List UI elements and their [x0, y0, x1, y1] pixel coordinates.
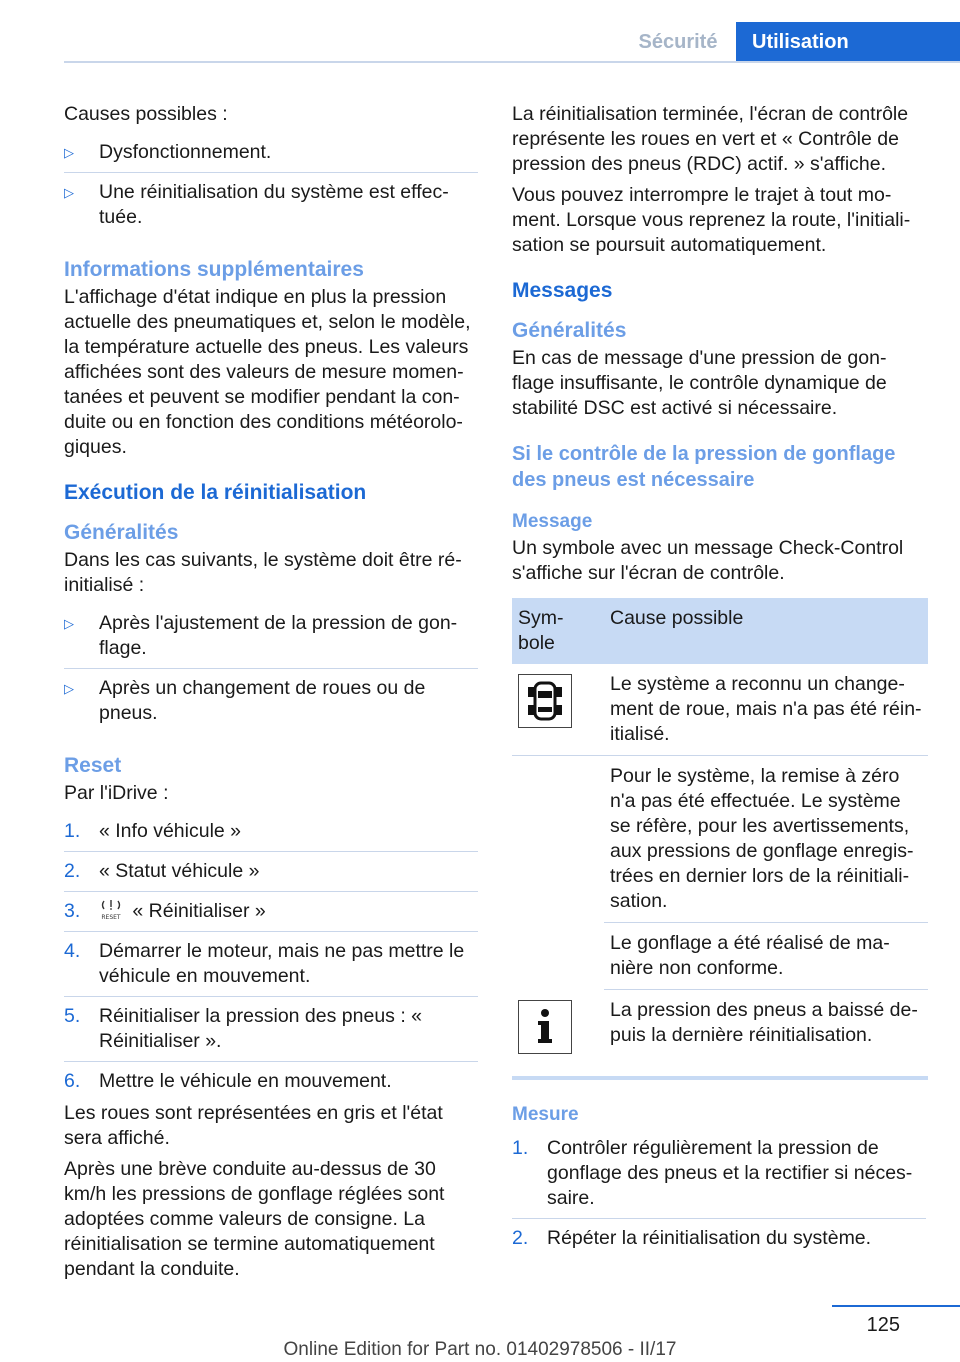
tire-pressure-car-icon: [518, 674, 572, 728]
table-cell: Le gonflage a été réalisé de ma-nière non conforme.: [604, 923, 928, 990]
generalites-right-paragraph: En cas de message d'une pression de gon-flage insuffisante, le contrôle dynamique de stabilité DSC est activé si nécessaire.: [512, 347, 887, 419]
triangle-bullet-icon: ▷: [64, 145, 74, 160]
column-header-symbol: Sym-bole: [512, 598, 604, 664]
heading-mesure: Mesure: [512, 1103, 579, 1125]
interrompre-paragraph: Vous pouvez interrompre le trajet à tout mo-ment. Lorsque vous reprenez la route, l'initiali-sation se poursuit automatiquement.: [512, 184, 911, 256]
table-row: [512, 664, 928, 756]
apres-paragraph: Après une brève conduite au-dessus de 30 km/h les pressions de gonflage réglées sont adoptées comme valeurs de consigne. La réinitialisation se termine automatiquement pendant la conduite.: [64, 1158, 445, 1280]
causes-list: [64, 133, 478, 237]
list-item: 2. « Statut véhicule »: [64, 852, 478, 892]
heading-generalites: Généralités: [64, 521, 179, 544]
column-header-cause: Cause possible: [604, 598, 928, 664]
heading-info: Informations supplémentaires: [64, 258, 364, 281]
edition-footer: Online Edition for Part no. 01402978506 - II/17: [283, 1339, 677, 1360]
list-item: 5. Réinitialiser la pression des pneus : « Réinitialiser ».: [64, 997, 478, 1062]
reset-steps: [64, 812, 478, 1101]
list-item: ▷ Dysfonctionnement.: [64, 133, 478, 173]
reset-icon: [99, 899, 123, 921]
info-paragraph: L'affichage d'état indique en plus la pression actuelle des pneumatiques et, selon le modèle, la température actuelle des pneus. Les valeurs affichées sont des valeurs de mesure momen-tanées et peuvent se modifier pendant la con-duite ou en fonction des conditions météorolo-giques.: [64, 286, 471, 458]
info-icon: [518, 1000, 572, 1054]
list-item: 2. Répéter la réinitialisation du système.: [512, 1226, 872, 1249]
list-item: ▷ Après l'ajustement de la pression de gon-flage.: [64, 604, 478, 669]
page-number-rule: [832, 1305, 960, 1307]
list-item: 1. Contrôler régulièrement la pression de gonflage des pneus et la rectifier si néces-saire.: [512, 1129, 926, 1219]
table-cell: Le système a reconnu un change-ment de roue, mais n'a pas été réin-itialisé.: [604, 664, 928, 756]
table-row: [512, 923, 928, 990]
table-header-row: [512, 598, 928, 664]
heading-messages: Messages: [512, 279, 613, 302]
triangle-bullet-icon: ▷: [64, 616, 74, 631]
heading-reset: Reset: [64, 754, 122, 777]
list-item: ▷ Après un changement de roues ou de pneus.: [64, 677, 426, 724]
heading-message: Message: [512, 511, 593, 532]
heading-controle-necessaire: Si le contrôle de la pression de gonflage des pneus est nécessaire: [512, 443, 896, 491]
heading-execution: Exécution de la réinitialisation: [64, 481, 367, 504]
list-item: 4. Démarrer le moteur, mais ne pas mettre le véhicule en mouvement.: [64, 932, 478, 997]
mesure-steps: [512, 1129, 926, 1258]
cases-list: [64, 604, 478, 733]
idrive-intro: Par l'iDrive :: [64, 782, 169, 804]
table-cell: La pression des pneus a baissé de-puis la dernière réinitialisation.: [604, 990, 928, 1078]
generalites-paragraph: Dans les cas suivants, le système doit être ré-initialisé :: [64, 549, 462, 596]
right-column: [512, 102, 926, 1258]
roues-paragraph: Les roues sont représentées en gris et l'état sera affiché.: [64, 1102, 443, 1149]
symbole-paragraph: Un symbole avec un message Check-Control s'affiche sur l'écran de contrôle.: [512, 537, 904, 584]
list-item: ▷ Une réinitialisation du système est effec-tuée.: [64, 181, 449, 228]
triangle-bullet-icon: ▷: [64, 185, 74, 200]
tab-utilisation[interactable]: Utilisation: [736, 22, 960, 62]
tab-securite[interactable]: Sécurité: [620, 22, 736, 62]
heading-generalites-right: Généralités: [512, 319, 627, 342]
terminee-paragraph: La réinitialisation terminée, l'écran de contrôle représente les roues en vert et « Contrôle de pression des pneus (RDC) actif. » s'affiche.: [512, 103, 909, 175]
symbol-table: [512, 598, 928, 1080]
list-item: 6. Mettre le véhicule en mouvement.: [64, 1070, 392, 1092]
table-cell: Pour le système, la remise à zéro n'a pas été effectuée. Le système se réfère, pour les avertissements, aux pressions de gonflage enregis-trées en dernier lors de la réinitiali-sation.: [604, 756, 928, 923]
list-item: 1. « Info véhicule »: [64, 812, 478, 852]
triangle-bullet-icon: ▷: [64, 681, 74, 696]
page-number: 125: [866, 1314, 900, 1336]
svg-text:RESET: RESET: [101, 914, 121, 921]
table-row: [512, 990, 928, 1078]
list-item: 3. RESET « Réinitialiser »: [64, 892, 478, 932]
header-rule: [64, 61, 960, 63]
causes-intro: Causes possibles :: [64, 103, 228, 125]
table-row: [512, 756, 928, 923]
left-column: [64, 102, 478, 1288]
